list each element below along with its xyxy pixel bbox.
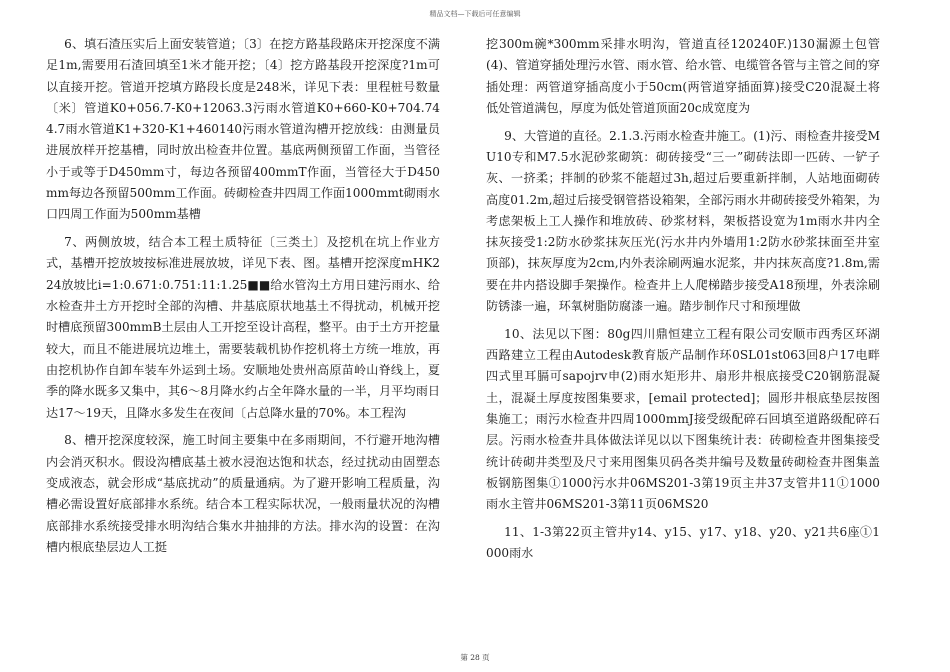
paragraph: 11、1-3第22页主管井y14、y15、y17、y18、y20、y21共6座①1000雨水 [486,525,880,561]
right-column [486,34,880,571]
paragraph: 9、大管道的直径。2.1.3.污雨水检查井施工。(1)污、雨检查井接受MU10专和M7.5水泥砂浆砌筑：砌砖接受“三一”砌砖法即一匹砖、一铲子灰、一挤柔；拌制的砂浆不能超过3h,超过后要重新拌制，人站地面砌砖高度01.2m,超过后接受钢管搭设箱架，全部污雨水井砌砖接受外箱架，为考虑架板上工人操作和堆放砖、砂浆材料，架板搭设宽为1m雨水井内全抹灰接受1:2防水砂浆抹灰压光(污水井内外墙用1:2防水砂浆抹面至井室顶部)，抹灰厚度为2cm,内外表涂刷两遍水泥浆，井内抹灰高度?1.8m,需要在井内搭设脚手架操作。检查井上人爬梯踏步接受A18预埋，外表涂刷防锈漆一遍，环氧树脂防腐漆一遍。踏步制作尺寸和预埋做 [486,128,880,314]
paragraph: 7、两侧放坡，结合本工程土质特征〔三类土〕及挖机在坑上作业方式，基槽开挖放坡按标准进展放坡，详见下表、图。基槽开挖深度mHK224放坡比i=1:0.671:0.751:11:1.25■■给水管沟土方用日建污雨水、给水检查井土方开挖时全部的沟槽、井基底原状地基土不得扰动，机械开挖时槽底预留300mmB土层由人工开挖至设计高程，整平。由于土方开挖量较大，而且不能进展坑边堆土，需要装载机协作挖机将土方统一堆放，再由挖机协作自卸车装车外运到土场。安顺地处贵州高原苗岭山脊线上，夏季的降水既多又集中，其6～8月降水约占全年降水量的一半，月平均雨日达17～19天，且降水多发生在夜间〔占总降水量的70%。本工程沟 [46,235,440,420]
paragraph: 8、槽开挖深度较深，施工时间主要集中在多雨期间，不行避开地沟槽内会消灭积水。假设沟槽底基土被水浸泡达饱和状态，经过扰动由固塑态变成液态，就会形成“基底扰动”的质量通病。为了避开影响工程质量，沟槽必需设置好底部排水系统。结合本工程实际状况，一般雨量状况的沟槽底部排水系统接受排水明沟结合集水井抽排的方法。排水沟的设置：在沟槽内根底垫层边人工挺 [46,433,440,554]
paragraph: 挖300m碗*300mm采排水明沟，管道直径120240F.)130漏源土包管(4)、管道穿插处理污水管、雨水管、给水管、电缆管各管与主管之间的穿插处理：两管道穿插高度小于50cm(两管道穿插面算)接受C20混凝土将低处管道满包，厚度为低处管道顶面20c成宽度为 [486,37,880,115]
left-column [46,34,440,565]
page-number: 第 28 页 [460,653,490,662]
paragraph: 6、填石渣压实后上面安装管道；〔3〕在挖方路基段路床开挖深度不满足1m,需要用石渣回填至1米才能开挖；〔4〕挖方路基段开挖深度?1m可以直接开挖。管道开挖填方路段长度是248米，详见下表：里程桩号数量〔米〕管道K0+056.7-K0+12063.3污雨水管道K0+660-K0+704.744.7雨水管道K1+320-K1+460140污雨水管道沟槽开挖放线：由测量员进展放样开挖基槽，同时放出检查井位置。基底两侧预留工作面，当管径小于或等于D450mm寸，每边各预留400mmT作面，当管径大于D450mm每边各预留500mm工作面。砖砌检查井四周工作面1000mmt砌雨水口四周工作面为500mm基槽 [46,37,440,222]
page-header: 精品文档—下载后可任意编辑 [429,10,521,18]
paragraph: 10、法见以下图：80g四川鼎恒建立工程有限公司安顺市西秀区环湖西路建立工程由Autodesk教育版产品制作环0SL01st063回8户17电畔四式里耳膈可sapojrv申(2)雨水矩形井、扇形井根底接受C20钢筋混凝土，混凝土厚度按图集要求，[email protected]；圆形井根底垫层按图集施工；雨污水检查井四周1000mmJ接受级配碎石回填至道路级配碎石层。污雨水检查井具体做法详见以以下图集统计表：砖砌检查井图集接受统计砖砌井类型及尺寸来用图集贝码各类井编号及数量砖砌检查井图集盖板钢筋图集①1000污水井06MS201-3第19页主井37支管井11①1000雨水主管井06MS201-3第11页06MS20 [486,326,880,512]
